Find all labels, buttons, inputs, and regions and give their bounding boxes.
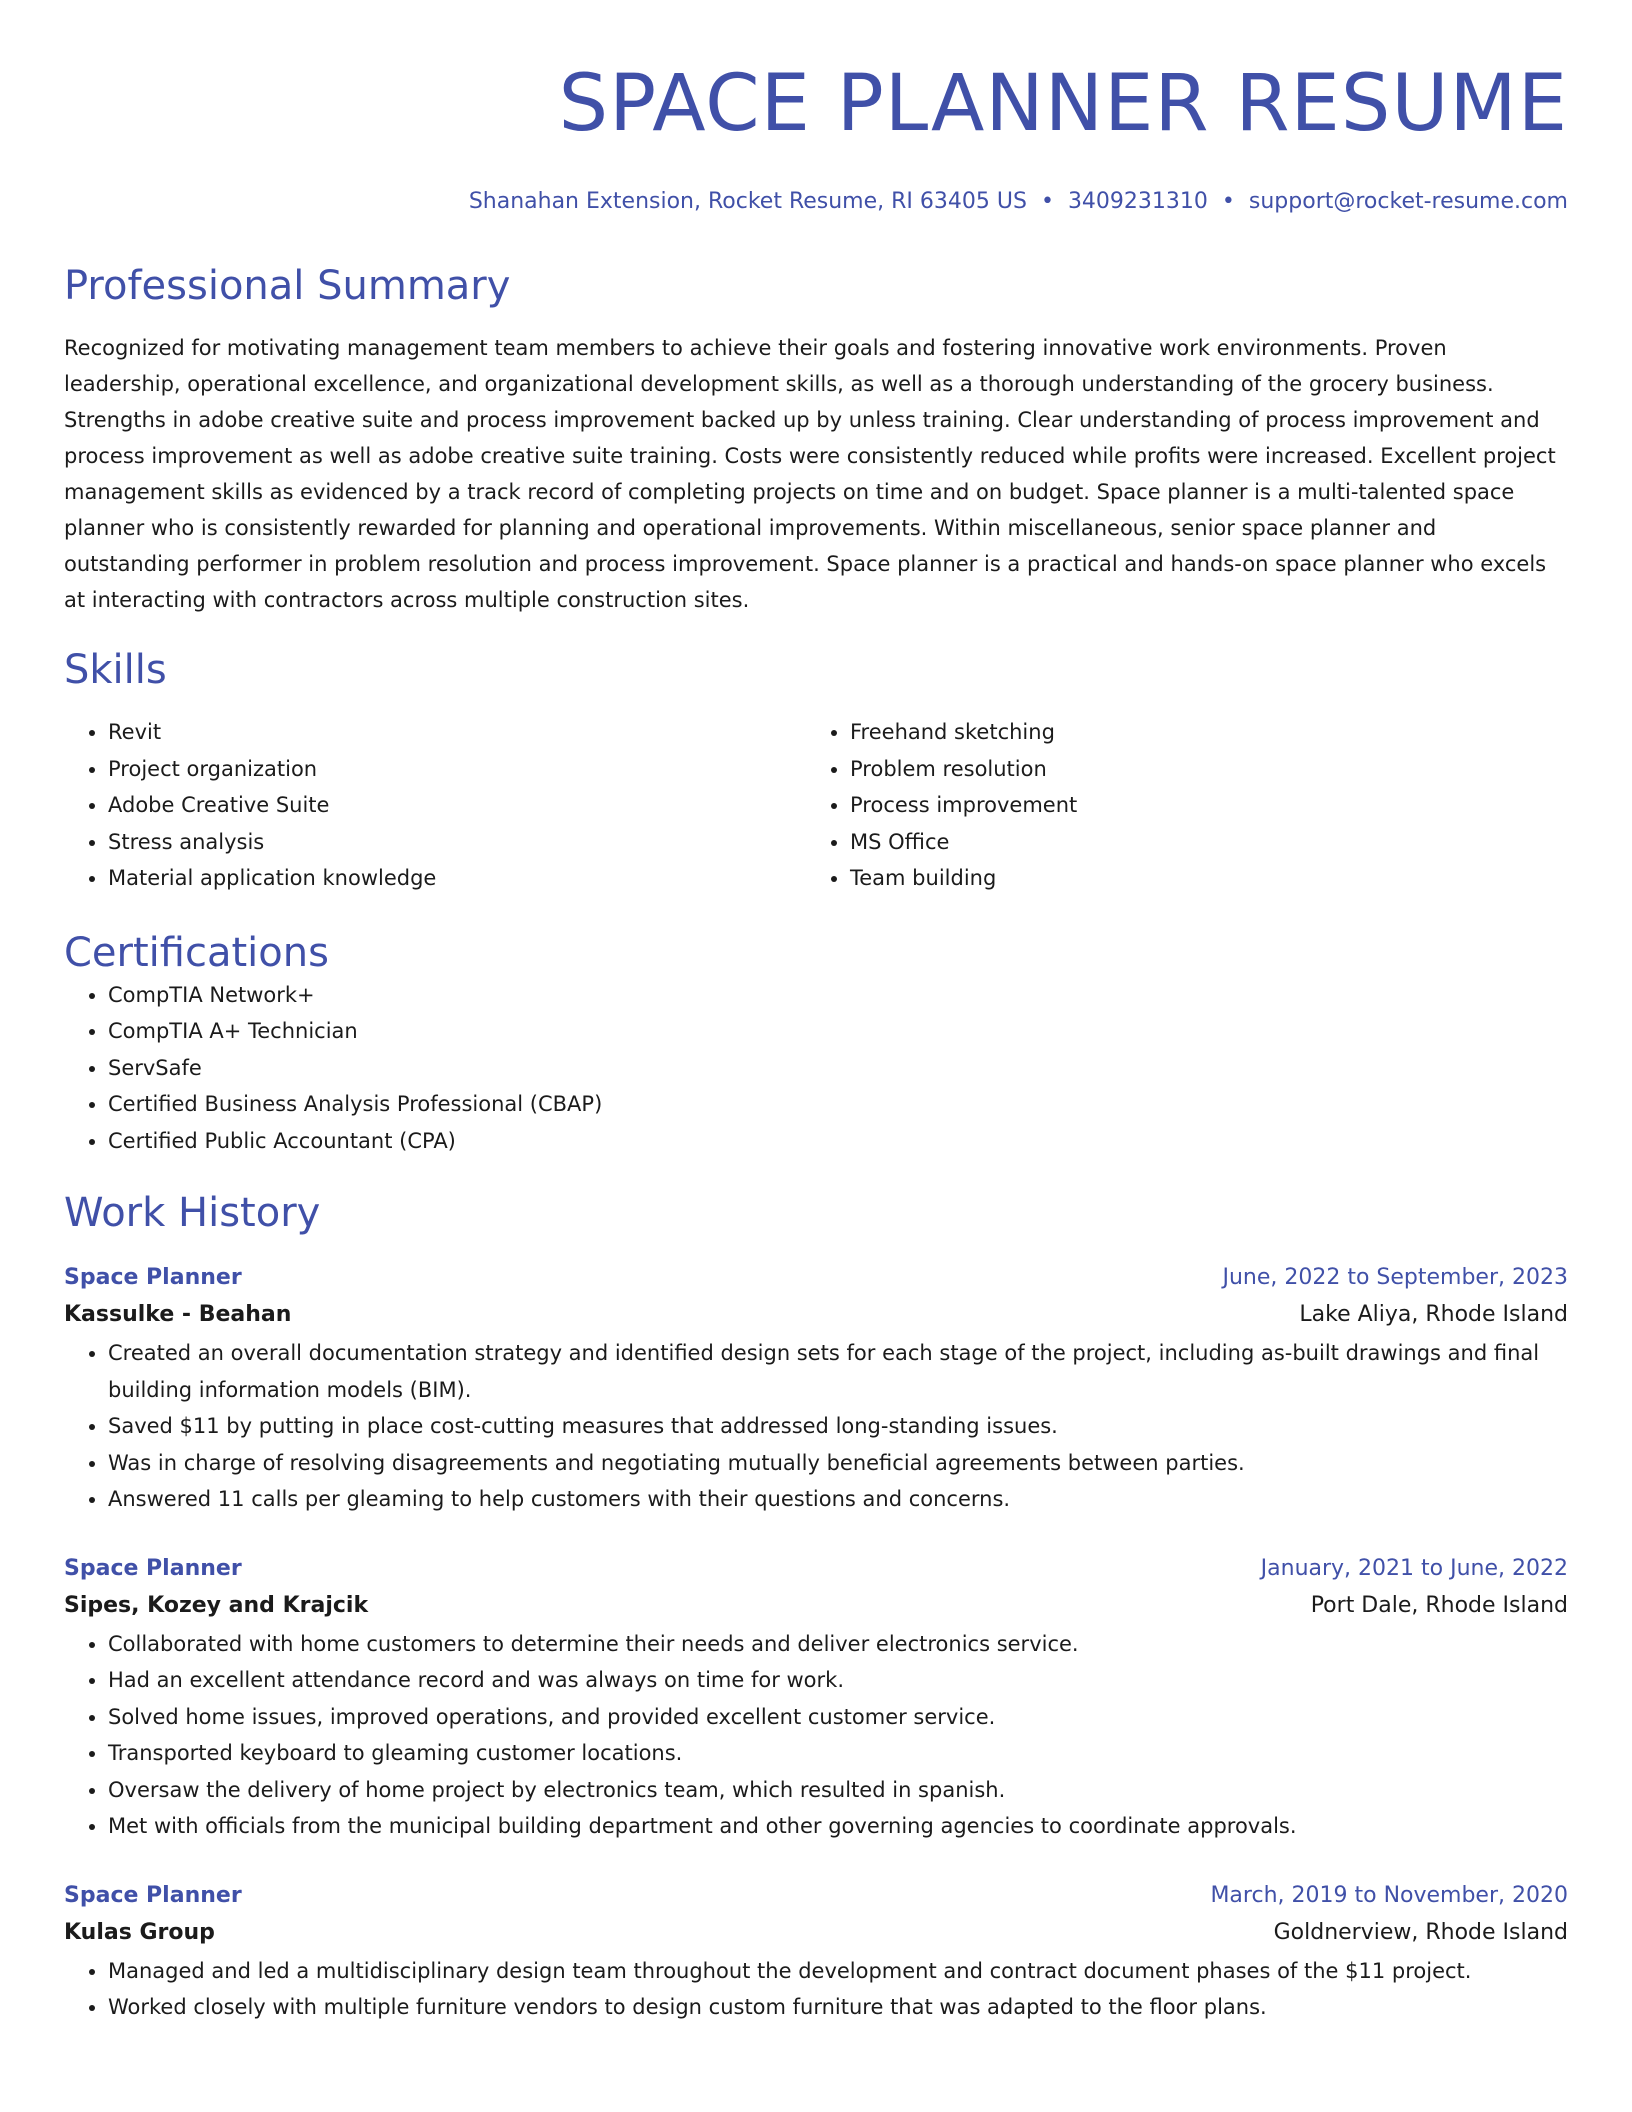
skills-list-right [806, 714, 1548, 897]
job-location: Lake Aliya, Rhode Island [1299, 1302, 1568, 1327]
job-bullet: • Was in charge of resolving disagreements and negotiating mutually beneficial agreements between parties. [108, 1445, 1568, 1482]
job-role: Space Planner [64, 1265, 242, 1290]
job-dates: January, 2021 to June, 2022 [1260, 1555, 1568, 1581]
contact-separator: • [1221, 189, 1235, 214]
job-company: Kassulke - Beahan [64, 1302, 292, 1327]
contact-separator: • [1040, 189, 1054, 214]
job-dates: June, 2022 to September, 2023 [1222, 1265, 1568, 1290]
job-location: Port Dale, Rhode Island [1310, 1592, 1568, 1618]
job-bullet: • Managed and led a multidisciplinary design team throughout the development and contract document phases of the $11 project. [108, 1953, 1568, 1990]
skill-item: • Stress analysis [108, 824, 806, 861]
job-bullets [64, 1626, 1568, 1845]
job-company-row [64, 1586, 1568, 1626]
job-header-row [64, 1879, 1568, 1913]
job-bullets [64, 1953, 1568, 2026]
skill-item: • Material application knowledge [108, 860, 806, 897]
summary-heading: Professional Summary [64, 263, 511, 309]
skill-item: • Freehand sketching [850, 714, 1548, 751]
resume-page [64, 0, 1568, 2026]
job-bullet: • Oversaw the delivery of home project by electronics team, which resulted in spanish. [108, 1772, 1568, 1809]
contact-address: Shanahan Extension, Rocket Resume, RI 63405 US [468, 189, 1027, 214]
job-header-row [64, 1552, 1568, 1586]
certifications-list [64, 977, 1568, 1160]
job-entry [64, 1261, 1568, 1518]
job-bullet: • Transported keyboard to gleaming customer locations. [108, 1735, 1568, 1772]
skill-item: • MS Office [850, 824, 1548, 861]
skills-column-left [64, 714, 806, 897]
job-dates: March, 2019 to November, 2020 [1210, 1882, 1568, 1908]
skills-list-left [64, 714, 806, 897]
certification-item: • ServSafe [108, 1050, 1568, 1087]
contact-email: support@rocket-resume.com [1248, 189, 1568, 214]
certification-item: • CompTIA A+ Technician [108, 1013, 1568, 1050]
job-company: Sipes, Kozey and Krajcik [64, 1592, 369, 1618]
job-role: Space Planner [64, 1882, 242, 1908]
skill-item: • Process improvement [850, 787, 1548, 824]
job-header-row [64, 1261, 1568, 1295]
work-history-heading: Work History [64, 1190, 321, 1236]
skills-heading: Skills [64, 647, 167, 693]
job-bullet: • Worked closely with multiple furniture vendors to design custom furniture that was adapted to the floor plans. [108, 1989, 1568, 2026]
skill-item: • Problem resolution [850, 751, 1548, 788]
job-company-row [64, 1295, 1568, 1335]
job-entry [64, 1879, 1568, 2026]
job-bullet: • Created an overall documentation strategy and identified design sets for each stage of the project, including as-built drawings and final building information models (BIM). [108, 1335, 1568, 1408]
job-company-row [64, 1913, 1568, 1953]
job-bullet: • Had an excellent attendance record and was always on time for work. [108, 1662, 1568, 1699]
skill-item: • Project organization [108, 751, 806, 788]
skills-grid [64, 714, 1568, 897]
certification-item: • CompTIA Network+ [108, 977, 1568, 1014]
resume-title: SPACE PLANNER RESUME [558, 59, 1568, 149]
job-company: Kulas Group [64, 1919, 215, 1945]
job-entry [64, 1552, 1568, 1845]
certifications-heading: Certifications [64, 929, 329, 976]
job-bullet: • Answered 11 calls per gleaming to help customers with their questions and concerns. [108, 1481, 1568, 1518]
skill-item: • Team building [850, 860, 1548, 897]
certification-item: • Certified Business Analysis Professional (CBAP) [108, 1086, 1568, 1123]
job-bullet: • Met with officials from the municipal building department and other governing agencies to coordinate approvals. [108, 1808, 1568, 1845]
skills-column-right [806, 714, 1548, 897]
job-bullet: • Saved $11 by putting in place cost-cutting measures that addressed long-standing issues. [108, 1408, 1568, 1445]
contact-line [64, 188, 1568, 216]
job-location: Goldnerview, Rhode Island [1273, 1919, 1568, 1945]
skill-item: • Adobe Creative Suite [108, 787, 806, 824]
contact-phone: 3409231310 [1067, 189, 1208, 214]
certification-item: • Certified Public Accountant (CPA) [108, 1123, 1568, 1160]
job-bullet: • Solved home issues, improved operations, and provided excellent customer service. [108, 1699, 1568, 1736]
job-bullets [64, 1335, 1568, 1518]
job-bullet: • Collaborated with home customers to determine their needs and deliver electronics service. [108, 1626, 1568, 1663]
summary-text: Recognized for motivating management team members to achieve their goals and fostering innovative work environments. Proven leadership, operational excellence, and organizational development skills, as well as a thorough understanding of the grocery business. Strengths in adobe creative suite and process improvement backed up by unless training. Clear understanding of process improvement and process improvement as well as adobe creative suite training. Costs were consistently reduced while profits were increased. Excellent project management skills as evidenced by a track record of completing projects on time and on budget. Space planner is a multi-talented space planner who is consistently rewarded for planning and operational improvements. Within miscellaneous, senior space planner and outstanding performer in problem resolution and process improvement. Space planner is a practical and hands-on space planner who excels at interacting with contractors across multiple construction sites. [64, 336, 1556, 612]
job-role: Space Planner [64, 1555, 242, 1581]
skill-item: • Revit [108, 714, 806, 751]
